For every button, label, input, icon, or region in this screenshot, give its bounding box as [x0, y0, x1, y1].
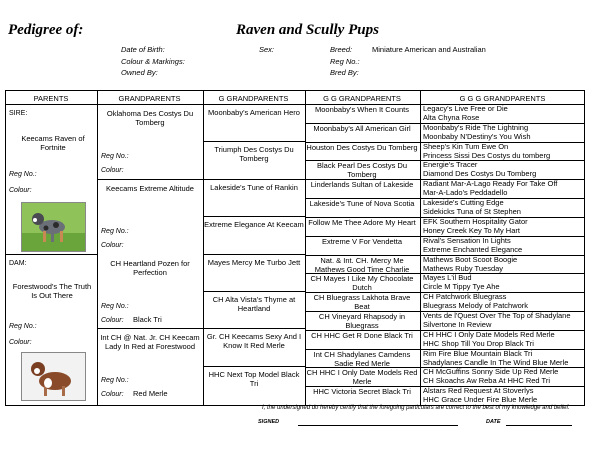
row-divider	[305, 386, 420, 387]
row-divider	[203, 254, 305, 255]
row-divider	[203, 291, 305, 292]
row-divider	[305, 123, 420, 124]
ggg-grandparent-name: Lakeside's Cutting Edge	[423, 199, 504, 207]
certify-statement: I, the undersigned do hereby certify that the foregoing particulars are correct to the best of my knowledge and belief.	[262, 405, 570, 411]
row-divider	[203, 216, 305, 217]
ggg-grandparent-name: Bluegrass Melody of Patchwork	[423, 302, 529, 310]
gg-grandparent-name: Extreme V For Vendetta	[321, 238, 403, 246]
gg-grandparent-name: Linderlands Sultan of Lakeside	[310, 181, 414, 189]
ggg-grandparent-name: Sidekicks Tuna of St Stephen	[423, 208, 521, 216]
row-divider	[305, 236, 420, 237]
ggg-grandparent-name: Radiant Mar-A-Lago Ready For Take Off	[423, 180, 558, 188]
ggg-grandparent-name: Extreme Enchanted Elegance	[423, 246, 523, 254]
g-grandparent-name: Mayes Mercy Me Turbo Jett	[207, 259, 301, 267]
g-grandparent-name: Gr. CH Keecams Sexy And I Know It Red Merle	[206, 333, 302, 350]
gg-grandparent-name: CH Bluegrass Lakhota Brave Beat	[313, 294, 411, 311]
gg-grandparent-name: Int CH Shadylanes Camdens Sadie Red Merle	[313, 351, 411, 368]
row-divider	[305, 349, 420, 350]
row-divider	[305, 311, 420, 312]
col-header-grandparents: GRANDPARENTS	[118, 94, 181, 103]
signed-label: SIGNED	[258, 419, 280, 425]
sire-colour-label: Colour:	[9, 187, 32, 194]
gg-grandparent-name: CH Vineyard Rhapsody in Bluegrass	[318, 313, 406, 330]
row-divider	[203, 366, 305, 367]
ggg-grandparent-name: EFK Southern Hospitality Gator	[423, 218, 528, 226]
grandparent-name: Keecams Extreme Altitude	[106, 185, 194, 193]
row-divider	[305, 179, 420, 180]
grandparent-regno-label: Reg No.:	[101, 303, 129, 310]
ggg-grandparent-name: Diamond Des Costys Du Tomberg	[423, 170, 537, 178]
row-divider	[305, 330, 420, 331]
col-header-ggg-grandparents: G G G GRANDPARENTS	[459, 94, 546, 103]
ggg-grandparent-name: HHC Shop Till You Drop Black Tri	[423, 340, 534, 348]
ggg-grandparent-name: Mayes L'il Bud	[423, 274, 472, 282]
g-grandparent-name: HHC Next Top Model Black Tri	[208, 371, 300, 388]
grandparent-name: Int CH @ Nat. Jr. CH Keecam Lady In Red at Forestwood	[100, 334, 200, 351]
sire-name: Keecams Raven of Fortnite	[21, 135, 85, 152]
grandparent-regno-label: Reg No.:	[101, 228, 129, 235]
page-title: Raven and Scully Pups	[236, 22, 379, 38]
gg-grandparent-name: Houston Des Costys Du Tomberg	[306, 144, 418, 152]
dam-label: DAM:	[9, 260, 27, 267]
row-divider	[305, 198, 420, 199]
grandparent-colour-label: Colour:	[101, 317, 124, 324]
grandparent-colour-label: Colour:	[101, 167, 124, 174]
grandparent-colour-label: Colour:	[101, 242, 124, 249]
date-line	[506, 425, 572, 426]
bred-by-label: Bred By:	[330, 68, 359, 77]
sire-regno-label: Reg No.:	[9, 171, 37, 178]
ggg-grandparent-name: Legacy's Live Free or Die	[423, 105, 508, 113]
row-divider	[305, 142, 420, 143]
ggg-grandparent-name: HHC Grace Under Fire Blue Merle	[423, 396, 538, 404]
row-divider	[203, 328, 305, 329]
ggg-grandparent-name: Rim Fire Blue Mountain Black Tri	[423, 350, 533, 358]
ggg-grandparent-name: Vents de l'Quest Over The Top of Shadylane	[423, 312, 571, 320]
g-grandparent-name: Extreme Elegance At Keecam	[204, 221, 304, 229]
row-divider	[305, 217, 420, 218]
ggg-grandparent-name: Honey Creek Key To My Hart	[423, 227, 520, 235]
owned-by-label: Owned By:	[121, 68, 158, 77]
g-grandparent-name: Moonbaby's American Hero	[208, 109, 300, 117]
row-divider	[203, 179, 305, 180]
sire-photo	[21, 202, 86, 252]
grandparent-regno-label: Reg No.:	[101, 153, 129, 160]
pedigree-of-label: Pedigree of:	[8, 22, 84, 38]
ggg-grandparent-name: Mathews Ruby Tuesday	[423, 265, 504, 273]
dam-photo	[21, 352, 86, 401]
ggg-grandparent-name: Princess Sissi Des Costys du tomberg	[423, 152, 551, 160]
signature-line	[298, 425, 458, 426]
grandparent-colour-value: Red Merle	[133, 390, 168, 398]
breed-value: Miniature American and Australian	[372, 45, 486, 54]
ggg-grandparent-name: Mathews Boot Scoot Boogie	[423, 256, 518, 264]
gg-grandparent-name: Lakeside's Tune of Nova Scotia	[309, 200, 415, 208]
ggg-grandparent-name: CH Patchwork Bluegrass	[423, 293, 507, 301]
sire-label: SIRE:	[9, 110, 28, 117]
ggg-grandparent-name: Moonbaby N'Destiny's You Wish	[423, 133, 531, 141]
ggg-grandparent-name: CH HHC I Only Date Models Red Merle	[423, 331, 555, 339]
gg-grandparent-name: CH HHC Get R Done Black Tri	[311, 332, 413, 340]
ggg-grandparent-name: Alta Chyna Rose	[423, 114, 480, 122]
gg-grandparent-name: CH Mayes I Like My Chocolate Dutch	[310, 275, 414, 292]
colour-markings-label: Colour & Markings:	[121, 57, 185, 66]
row-divider	[305, 255, 420, 256]
gg-grandparent-name: CH HHC I Only Date Models Red Merle	[306, 369, 418, 386]
reg-no-label: Reg No.:	[330, 57, 360, 66]
ggg-grandparent-name: CH McGuffins Sonny Side Up Red Merle	[423, 368, 559, 376]
dam-colour-label: Colour:	[9, 339, 32, 346]
ggg-grandparent-name: Silvertone In Review	[423, 321, 492, 329]
ggg-grandparent-name: Energie's Tracer	[423, 161, 478, 169]
grandparent-colour-value: Black Tri	[133, 316, 162, 324]
gg-grandparent-name: HHC Victoria Secret Black Tri	[313, 388, 411, 396]
col-header-parents: PARENTS	[33, 94, 69, 103]
date-label: DATE	[486, 419, 501, 425]
ggg-grandparent-name: Moonbaby's Ride The Lightning	[423, 124, 529, 132]
grandparent-name: CH Heartland Pozen for Perfection	[110, 260, 190, 277]
grandparent-name: Oklahoma Des Costys Du Tomberg	[106, 110, 194, 127]
breed-label: Breed:	[330, 45, 353, 54]
ggg-grandparent-name: Shadylanes Candle In The Wind Blue Merle	[423, 359, 569, 367]
col-header-g-grandparents: G GRANDPARENTS	[218, 94, 289, 103]
ggg-grandparent-name: Alstars Red Request At Stoverlys	[423, 387, 534, 395]
grandparent-colour-label: Colour:	[101, 391, 124, 398]
grandparent-regno-label: Reg No.:	[101, 377, 129, 384]
gg-grandparent-name: Moonbaby's When It Counts	[315, 106, 409, 114]
g-grandparent-name: CH Alta Vista's Thyme at Heartland	[212, 296, 296, 313]
ggg-grandparent-name: Rival's Sensation In Lights	[423, 237, 511, 245]
g-grandparent-name: Triumph Des Costys Du Tomberg	[214, 146, 294, 163]
g-grandparent-name: Lakeside's Tune of Rankin	[210, 184, 298, 192]
ggg-grandparent-name: Circle M Tippy Tye Ahe	[423, 283, 500, 291]
dob-label: Date of Birth:	[121, 45, 165, 54]
gg-grandparent-name: Black Pearl Des Costys Du Tomberg	[316, 162, 408, 179]
col-header-gg-grandparents: G G GRANDPARENTS	[323, 94, 401, 103]
gg-grandparent-name: Follow Me Thee Adore My Heart	[308, 219, 416, 227]
ggg-grandparent-name: CH Skoachs Aw Reba At HHC Red Tri	[423, 377, 550, 385]
row-divider	[203, 141, 305, 142]
row-divider	[305, 292, 420, 293]
sex-label: Sex:	[259, 45, 275, 54]
gg-grandparent-name: Moonbaby's All American Girl	[313, 125, 411, 133]
dam-name: Forestwood's The Truth Is Out There	[12, 283, 92, 300]
ggg-grandparent-name: Sheep's Kin Tum Ewe On	[423, 143, 509, 151]
dam-regno-label: Reg No.:	[9, 323, 37, 330]
gg-grandparent-name: Nat. & Int. CH. Mercy Me Mathews Good Time Charlie	[314, 257, 410, 274]
ggg-grandparent-name: Mar-A-Lado's Peddadello	[423, 189, 508, 197]
